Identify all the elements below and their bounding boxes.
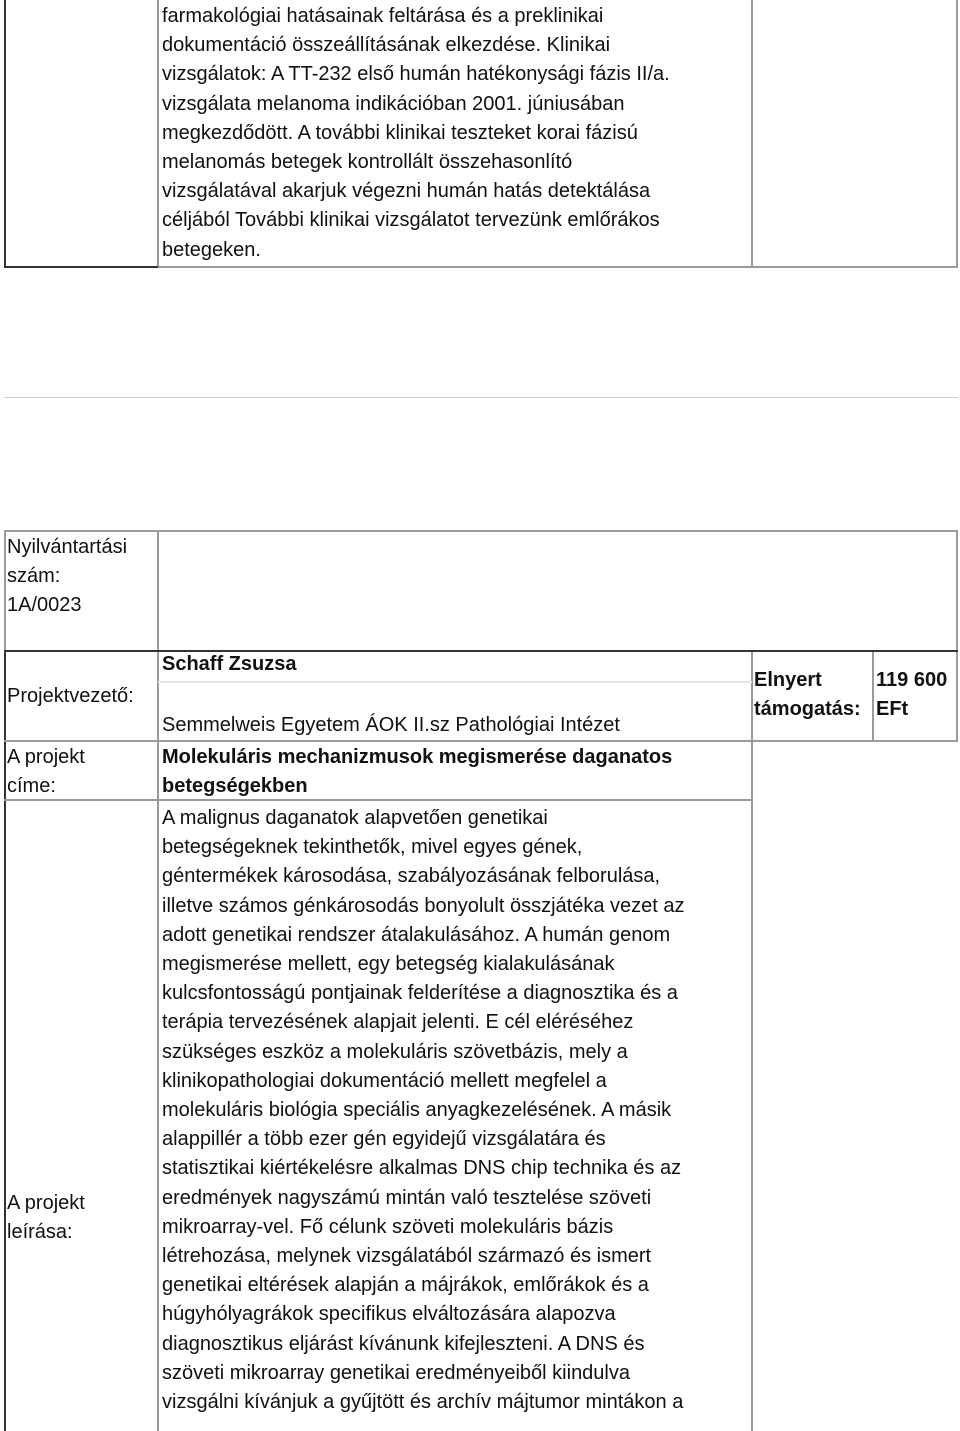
previous-description-text: farmakológiai hatásainak feltárása és a preklinikai dokumentáció összeállításának elkezdése. Klinikai vizsgálatok: A TT-232 első humán hatékonysági fázis II/a. vizsgálata melanoma indikációban 2001. júniusában megkezdődött. A további klinikai teszteket korai fázisú melanomás betegek kontrollált összehasonlító vizsgálatával akarjuk végezni humán hatás detektálása céljából További klinikai vizsgálatot tervezünk emlőrákos betegeken. xyxy=(162,5,670,261)
table-border-left-top xyxy=(4,0,6,268)
reg-border-right xyxy=(956,530,958,652)
leader-name: Schaff Zsuzsa xyxy=(162,653,297,675)
table-border-right-top xyxy=(956,0,958,268)
main-border-divider-1 xyxy=(157,652,159,1431)
page-separator xyxy=(4,397,958,398)
description-label: A projekt leírása: xyxy=(7,1192,85,1244)
table-border-bottom-top-right xyxy=(752,266,958,268)
table-border-divider-1-top xyxy=(157,0,159,268)
registration-label: Nyilvántartási szám: xyxy=(7,536,128,588)
funding-label: Elnyert támogatás: xyxy=(754,669,861,721)
table-border-bottom-top xyxy=(4,266,158,268)
main-border-left xyxy=(4,652,6,1431)
project-title: Molekuláris mechanizmusok megismerése daganatos betegségekben xyxy=(162,746,673,798)
leader-label: Projektvezető: xyxy=(7,685,134,707)
table-border-bottom-top-mid xyxy=(158,266,753,268)
funding-value: 119 600 EFt xyxy=(876,669,948,721)
row-border-leader-bottom xyxy=(4,740,752,742)
row-border-name-bottom xyxy=(158,681,752,683)
institution-name: Semmelweis Egyetem ÁOK II.sz Pathológiai Intézet xyxy=(162,714,620,736)
project-description: A malignus daganatok alapvetően genetikai betegségeknek tekinthetők, mivel egyes gének, géntermékek károsodása, szabályozásának felborulása, illetve számos génkárosodás bonyolult összjátéka vezet az adott genetikai rendszer átalakulásához. A humán genom megismerése mellett, egy betegség kialakulásának kulcsfontosságú pontjainak felderítése a diagnosztika és a terápia tervezésének alapjait jelenti. E cél eléréséhez szükséges eszköz a molekuláris szövetbázis, mely a klinikopathologiai dokumentáció mellett megfelel a molekuláris biológia speciális anyagkezelésének. A másik alappillér a több ezer gén egyidejű vizsgálatára és statisztikai kiértékelésre alkalmas DNS chip technika és az eredmények nagyszámú mintán való tesztelése szöveti mikroarray-vel. Fő célunk szöveti molekuláris bázis létrehozása, melynek vizsgálatából származó és ismert genetikai eltérések alapján a májrákok, emlőrákok és a húgyhólyagrákok specifikus elváltozására alapozva diagnosztikus eljárást kívánunk kifejleszteni. A DNS és szöveti mikroarray genetikai eredményeiből kiindulva vizsgálni kívánjuk a gyűjtött és archív májtumor mintákon a xyxy=(162,807,685,1414)
reg-border-top xyxy=(4,530,958,532)
row-border-funding-bottom xyxy=(752,740,958,742)
reg-border-left xyxy=(4,530,6,652)
reg-border-divider xyxy=(157,530,159,652)
registration-number: 1A/0023 xyxy=(7,594,82,616)
title-label: A projekt címe: xyxy=(7,746,85,798)
